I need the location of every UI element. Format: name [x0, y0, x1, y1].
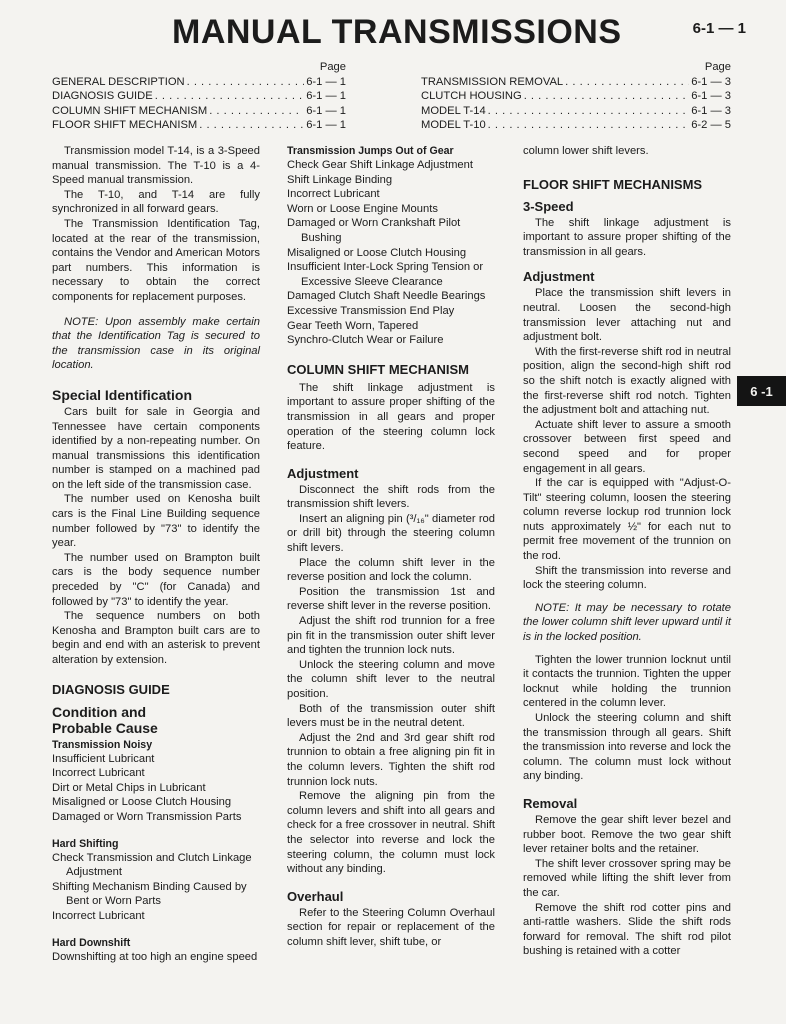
column-2 [287, 144, 495, 950]
list-item: Check Gear Shift Linkage Adjustment [287, 159, 473, 171]
list-item: Excessive Transmission End Play [287, 304, 455, 317]
body-paragraph: Remove the aligning pin from the column levers and shift into all gears and check for a free crossover in neutral. Shift the selector into reverse and lock the steering column, the column must lock without any binding. [287, 790, 495, 876]
body-paragraph: Tighten the lower trunnion locknut until it contacts the trunnion. Tighten the upper locknut while holding the trunnion centered in the column lever. [523, 653, 731, 710]
toc-left [52, 60, 346, 133]
body-paragraph: Cars built for sale in Georgia and Tennessee have certain components identified by a non-repeating number. On manual transmissions this identification number is stamped on a machined pad on the left side of the transmission case. [52, 405, 260, 491]
body-paragraph: Remove the gear shift lever bezel and rubber boot. Remove the two gear shift lever retainer bolts and the retainer. [523, 813, 731, 856]
toc-page-heading: Page [319, 61, 346, 73]
list-item: Damaged or Worn Transmission Parts [52, 810, 242, 823]
list-item: Shift Linkage Binding [287, 173, 393, 186]
toc-right [421, 60, 731, 133]
body-paragraph: Unlock the steering column and move the column shift lever to the neutral position. [287, 658, 495, 700]
diagnosis-heading: Transmission Jumps Out of Gear [287, 145, 454, 157]
toc-entry[interactable]: GENERAL DESCRIPTION . . . 6-1 — 1 [52, 75, 346, 90]
list-item: Downshifting at too high an engine speed [52, 950, 258, 963]
diagnosis-heading: Hard Shifting [52, 837, 119, 850]
body-paragraph: Adjust the 2nd and 3rd gear shift rod trunnion to obtain a free aligning pin fit in the column levers. Tighten the shift rod trunnion lock nuts. [287, 731, 495, 788]
section-heading: DIAGNOSIS GUIDE [52, 681, 170, 697]
note-paragraph: NOTE: Upon assembly make certain that the Identification Tag is secured to the transmission case in its original location. [52, 315, 260, 372]
list-item: Damaged or Worn Crankshaft Pilot Bushing [287, 217, 461, 244]
body-paragraph: Refer to the Steering Column Overhaul section for repair or replacement of the column shift lever, shift tube, or [287, 906, 495, 948]
body-paragraph: The number used on Brampton built cars is the body sequence number preceded by "C" (for Canada) and followed by "73" to identify the year. [52, 551, 260, 608]
list-item: Dirt or Metal Chips in Lubricant [52, 781, 206, 794]
body-paragraph: Actuate shift lever to assure a smooth crossover between first speed and second speed and for proper engagement in all gears. [523, 418, 731, 475]
cause-list [52, 752, 260, 825]
body-paragraph: The number used on Kenosha built cars is the Final Line Building sequence number followed by "73" to identify the year. [52, 493, 260, 550]
section-tab[interactable]: 6 -1 [737, 376, 786, 406]
body-paragraph: Transmission model T-14, is a 3-Speed manual transmission. The T-10 is a 4-Speed manual transmission. [52, 145, 260, 187]
body-paragraph: The shift linkage adjustment is important to assure proper shifting of the transmission in all gears and proper operation of the steering column lock feature. [287, 381, 495, 453]
body-paragraph: Both of the transmission outer shift levers must be in the neutral detent. [287, 702, 495, 730]
list-item: Damaged Clutch Shaft Needle Bearings [287, 290, 486, 303]
body-paragraph: Disconnect the shift rods from the transmission shift levers. [287, 483, 495, 511]
toc-entry[interactable]: TRANSMISSION REMOVAL . . . 6-1 — 3 [421, 75, 731, 90]
list-item: Check Transmission and Clutch Linkage Adjustment [52, 851, 252, 879]
cause-list [52, 851, 260, 924]
cause-list [52, 950, 260, 965]
body-paragraph: Adjust the shift rod trunnion for a free pin fit in the transmission outer shift lever and tighten the trunnion lock nuts. [287, 615, 495, 657]
page-title: MANUAL TRANSMISSIONS [172, 13, 622, 51]
body-paragraph: The shift lever crossover spring may be removed while lifting the shift lever from the car. [523, 857, 731, 899]
list-item: Misaligned or Loose Clutch Housing [287, 246, 467, 259]
list-item: Misaligned or Loose Clutch Housing [52, 796, 232, 809]
section-heading: COLUMN SHIFT MECHANISM [287, 361, 469, 377]
cause-list [287, 158, 495, 348]
list-item: Gear Teeth Worn, Tapered [287, 319, 419, 332]
subsection-heading: Overhaul [287, 888, 344, 904]
list-item: Incorrect Lubricant [287, 188, 380, 201]
list-item: Insufficient Inter-Lock Spring Tension or Excessive Sleeve Clearance [287, 261, 484, 288]
toc-page-heading: Page [704, 61, 731, 73]
list-item: Synchro-Clutch Wear or Failure [287, 334, 444, 347]
body-paragraph: If the car is equipped with "Adjust-O-Tilt" steering column, loosen the steering column reverse lockup rod trunnion lock nuts approximately ½" for each nut to permit free movement of the trunnion on the rod. [523, 477, 731, 563]
subsection-heading: Probable Cause [52, 719, 158, 736]
body-paragraph: column lower shift levers. [523, 145, 649, 157]
body-paragraph: With the first-reverse shift rod in neutral position, align the second-high shift rod so the shift notch is exactly aligned with the first-reverse shift rod notch. Tighten the adjustment bolt and attaching nut. [523, 345, 731, 417]
list-item: Worn or Loose Engine Mounts [287, 202, 438, 215]
body-paragraph: Place the column shift lever in the reverse position and lock the column. [287, 556, 495, 584]
subsection-heading: Removal [523, 795, 578, 811]
toc-entry[interactable]: DIAGNOSIS GUIDE . . . 6-1 — 1 [52, 89, 346, 104]
toc-entry[interactable]: COLUMN SHIFT MECHANISM . . . 6-1 — 1 [52, 104, 346, 119]
list-item: Insufficient Lubricant [52, 752, 155, 765]
body-paragraph: Place the transmission shift levers in neutral. Loosen the second-high transmission lever attaching nut and adjustment bolt. [523, 287, 731, 344]
list-item: Incorrect Lubricant [52, 767, 145, 780]
body-paragraph: The sequence numbers on both Kenosha and Brampton built cars are to begin and end with an asterisk to prevent alteration by extension. [52, 610, 260, 666]
subsection-heading: Adjustment [287, 465, 359, 481]
subsection-heading: 3-Speed [523, 198, 574, 214]
list-item: Shifting Mechanism Binding Caused by Bent or Worn Parts [52, 880, 247, 908]
section-heading: FLOOR SHIFT MECHANISMS [523, 176, 703, 192]
body-paragraph: The Transmission Identification Tag, located at the rear of the transmission, contains the Vendor and American Motors part numbers. This information is necessary to obtain the correct components for replacement purposes. [52, 217, 260, 303]
column-1 [52, 144, 260, 964]
subsection-heading: Adjustment [523, 269, 595, 285]
toc-entry[interactable]: CLUTCH HOUSING . . . 6-1 — 3 [421, 89, 731, 104]
body-paragraph: Unlock the steering column and shift the transmission through all gears. Shift the transmission into reverse and lock the column. The column must lock without any binding. [523, 712, 731, 783]
body-paragraph: Position the transmission 1st and reverse shift lever in the reverse position. [287, 585, 495, 613]
diagnosis-heading: Transmission Noisy [52, 738, 153, 751]
toc-entry[interactable]: MODEL T-10 . . . 6-2 — 5 [421, 118, 731, 133]
subsection-heading: Condition and [52, 703, 147, 720]
toc-entry[interactable]: MODEL T-14 . . . 6-1 — 3 [421, 104, 731, 119]
body-paragraph: Remove the shift rod cotter pins and anti-rattle washers. Slide the shift rods forward for removal. The shift rod pilot bushing is retained with a cotter [523, 901, 731, 958]
section-heading: Special Identification [52, 386, 193, 403]
toc-entry[interactable]: FLOOR SHIFT MECHANISM . . . 6-1 — 1 [52, 118, 346, 133]
diagnosis-heading: Hard Downshift [52, 936, 131, 949]
note-paragraph: NOTE: It may be necessary to rotate the lower column shift lever upward until it is in the locked position. [523, 601, 731, 644]
list-item: Incorrect Lubricant [52, 909, 145, 922]
body-paragraph: The T-10, and T-14 are fully synchronized in all forward gears. [52, 188, 260, 216]
column-3 [523, 144, 731, 959]
body-paragraph: Insert an aligning pin (³/₁₆" diameter rod or drill bit) through the steering column shift levers. [287, 512, 495, 555]
body-paragraph: The shift linkage adjustment is important to assure proper shifting of the transmission in all gears. [523, 216, 731, 258]
page-number: 6-1 — 1 [692, 20, 746, 37]
body-paragraph: Shift the transmission into reverse and lock the steering column. [523, 564, 731, 592]
